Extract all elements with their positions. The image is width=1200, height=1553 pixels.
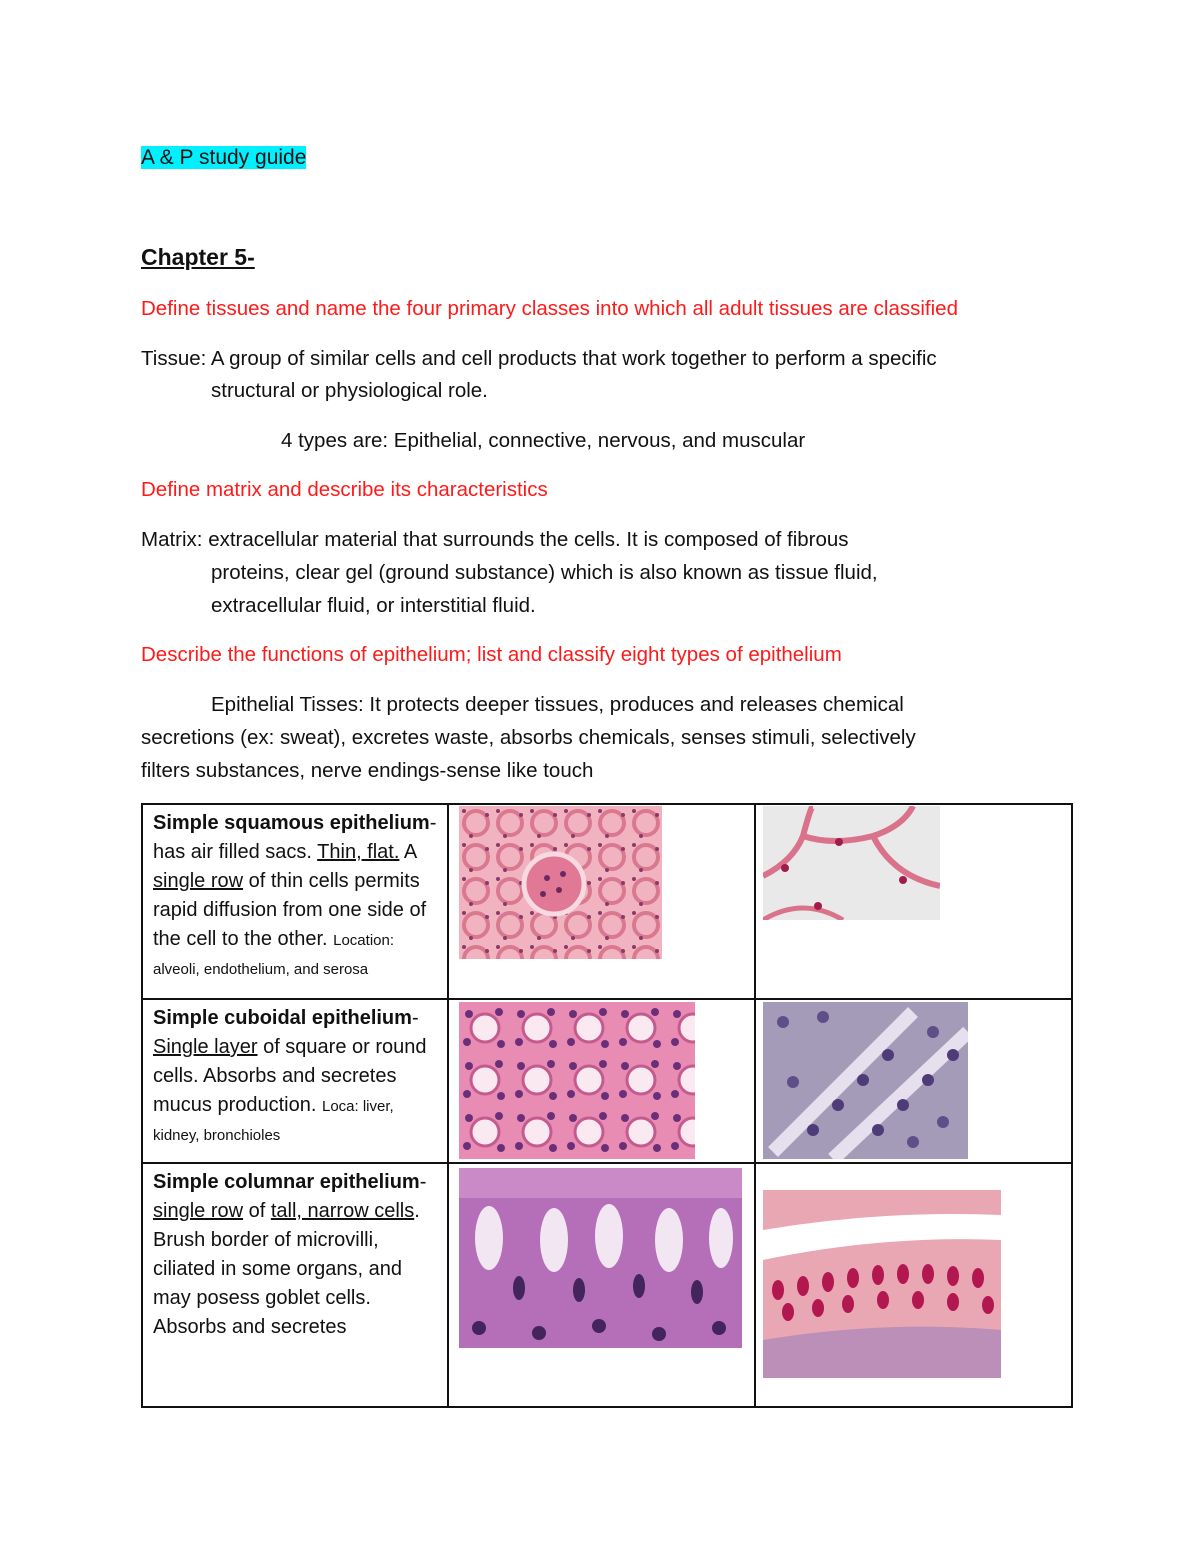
micrograph-kidney-glomerulus [459, 806, 662, 959]
tissue-name: Simple columnar epithelium [153, 1171, 420, 1193]
epithelium-line-2: secretions (ex: sweat), excretes waste, absorbs chemicals, senses stimuli, selectively [141, 726, 916, 749]
row-description: Simple columnar epithelium- single row of tall, narrow cells. Brush border of microvilli, ciliated in some organs, and may posess goblet cells. Absorbs and secretes [142, 1163, 448, 1407]
epithelium-line-1: Epithelial Tisses: It protects deeper tissues, produces and releases chemical [211, 693, 904, 716]
tissue-definition-line-1: Tissue: A group of similar cells and cell products that work together to perform a specific [141, 347, 937, 370]
matrix-line-3: extracellular fluid, or interstitial fluid. [211, 594, 536, 617]
micrograph-cuboidal-duct [763, 1002, 968, 1159]
question-epithelium: Describe the functions of epithelium; list and classify eight types of epithelium [141, 643, 842, 666]
tissue-definition-line-2: structural or physiological role. [211, 379, 488, 402]
matrix-line-1: Matrix: extracellular material that surrounds the cells. It is composed of fibrous [141, 528, 849, 551]
tissue-name: Simple squamous epithelium [153, 812, 430, 834]
row-description: Simple cuboidal epithelium- Single layer of square or round cells. Absorbs and secretes mucus production. Loca: liver, kidney, bronchioles [142, 999, 448, 1163]
question-matrix: Define matrix and describe its characteristics [141, 478, 548, 501]
document-title: A & P study guide [141, 146, 307, 169]
epithelium-line-3: filters substances, nerve endings-sense like touch [141, 759, 594, 782]
micrograph-alveoli [763, 806, 940, 920]
tissue-name: Simple cuboidal epithelium [153, 1007, 412, 1029]
micrograph-cuboidal-tubules [459, 1002, 695, 1159]
chapter-heading: Chapter 5- [141, 244, 255, 270]
row-description: Simple squamous epithelium- has air filled sacs. Thin, flat. A single row of thin cells permits rapid diffusion from one side of the cell to the other. Location: alveoli, endothelium, and serosa [142, 804, 448, 999]
matrix-line-2: proteins, clear gel (ground substance) which is also known as tissue fluid, [211, 561, 878, 584]
micrograph-columnar-goblet [459, 1168, 742, 1348]
question-tissues: Define tissues and name the four primary classes into which all adult tissues are classified [141, 297, 958, 320]
tissue-types: 4 types are: Epithelial, connective, nervous, and muscular [281, 429, 806, 452]
micrograph-columnar-ciliated [763, 1190, 1001, 1378]
